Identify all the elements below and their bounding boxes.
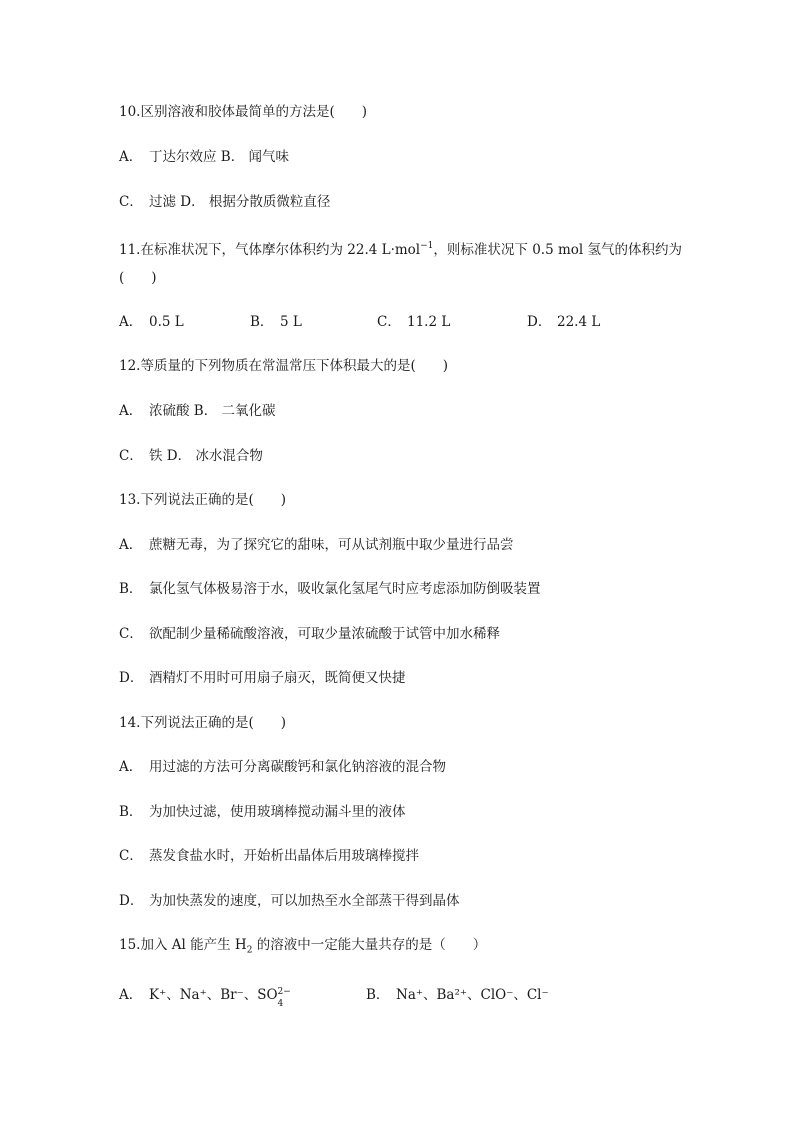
question-13-option-c xyxy=(119,625,500,643)
question-12-stem: 12.等质量的下列物质在常温常压下体积最大的是( ) xyxy=(119,358,449,374)
stem-text: 11.在标准状况下，气体摩尔体积约为 22.4 L·mol xyxy=(119,242,421,258)
question-11-stem xyxy=(119,237,682,259)
option-label: A． xyxy=(119,149,143,165)
charge-superscript: 2− xyxy=(277,986,291,997)
question-13-option-d xyxy=(119,669,406,687)
option-label: B． xyxy=(119,804,143,820)
question-14-option-d xyxy=(119,892,460,910)
option-label: C． xyxy=(119,194,143,210)
question-10-option-row-2 xyxy=(119,193,330,211)
question-15-stem xyxy=(119,936,486,954)
option-text: 5 L xyxy=(280,314,302,330)
question-13-option-a xyxy=(119,536,514,554)
option-text: 0.5 L xyxy=(149,314,184,330)
question-14-option-b xyxy=(119,803,406,821)
option-text: 为加快过滤，使用玻璃棒搅动漏斗里的液体 xyxy=(149,804,406,820)
option-text: 为加快蒸发的速度，可以加热至水全部蒸干得到晶体 xyxy=(149,893,460,909)
question-14-stem: 14.下列说法正确的是( ) xyxy=(119,715,287,731)
option-label: B． xyxy=(250,314,274,330)
option-label: B． xyxy=(119,581,143,597)
option-label: A． xyxy=(119,987,143,1003)
question-12-option-row-1 xyxy=(119,402,276,420)
option-text: 过滤 D． 根据分散质微粒直径 xyxy=(149,194,331,210)
option-label: D． xyxy=(119,893,144,909)
option-text: 氯化氢气体极易溶于水，吸收氯化氢尾气时应考虑添加防倒吸装置 xyxy=(149,581,541,597)
option-label: A． xyxy=(119,403,143,419)
stem-superscript: −1 xyxy=(420,241,434,251)
question-11-option-a xyxy=(119,313,184,331)
option-label: D． xyxy=(527,314,552,330)
option-text: Na⁺、Ba²⁺、ClO⁻、Cl⁻ xyxy=(396,987,549,1003)
question-10-stem: 10.区别溶液和胶体最简单的方法是( ) xyxy=(119,104,368,120)
option-label: D． xyxy=(119,670,144,686)
question-11-option-d xyxy=(527,313,600,331)
stem-text: 15.加入 Al 能产生 H xyxy=(119,937,247,953)
option-text: 铁 D． 冰水混合物 xyxy=(149,448,263,464)
question-11-stem-line2: ( ) xyxy=(119,270,157,286)
option-text: 蔗糖无毒，为了探究它的甜味，可从试剂瓶中取少量进行品尝 xyxy=(149,537,514,553)
question-14-option-c xyxy=(119,847,419,865)
question-12-option-row-2 xyxy=(119,447,263,465)
question-11-option-c xyxy=(377,313,450,331)
option-text: 欲配制少量稀硫酸溶液，可取少量浓硫酸于试管中加水稀释 xyxy=(149,626,500,642)
option-text: 丁达尔效应 B． 闻气味 xyxy=(149,149,290,165)
option-text: 11.2 L xyxy=(407,314,451,330)
question-13-option-b xyxy=(119,580,541,598)
option-label: A． xyxy=(119,759,143,775)
option-label: A． xyxy=(119,537,143,553)
question-11-option-b xyxy=(250,313,302,331)
option-label: C． xyxy=(119,448,143,464)
question-15-option-a xyxy=(119,986,291,1009)
option-text: 浓硫酸 B． 二氧化碳 xyxy=(149,403,276,419)
stem-subscript: 2 xyxy=(246,945,253,956)
option-text: 用过滤的方法可分离碳酸钙和氯化钠溶液的混合物 xyxy=(149,759,446,775)
option-label: B． xyxy=(366,987,390,1003)
question-10-option-row-1 xyxy=(119,148,289,166)
option-label: C． xyxy=(377,314,401,330)
option-label: C． xyxy=(119,848,143,864)
option-text: K⁺、Na⁺、Br⁻、SO xyxy=(149,987,278,1003)
option-label: C． xyxy=(119,626,143,642)
question-13-stem: 13.下列说法正确的是( ) xyxy=(119,492,287,508)
question-15-option-b xyxy=(366,986,549,1004)
stem-text: 的溶液中一定能大量共存的是（ ） xyxy=(252,937,487,953)
count-subscript: 4 xyxy=(277,998,284,1009)
option-text: 蒸发食盐水时，开始析出晶体后用玻璃棒搅拌 xyxy=(149,848,419,864)
option-text: 酒精灯不用时可用扇子扇灭，既简便又快捷 xyxy=(149,670,406,686)
question-14-option-a xyxy=(119,758,446,776)
option-text: 22.4 L xyxy=(557,314,601,330)
stem-text: ，则标准状况下 0.5 mol 氢气的体积约为 xyxy=(433,242,682,258)
option-label: A． xyxy=(119,314,143,330)
sulfate-charge xyxy=(277,986,291,1009)
